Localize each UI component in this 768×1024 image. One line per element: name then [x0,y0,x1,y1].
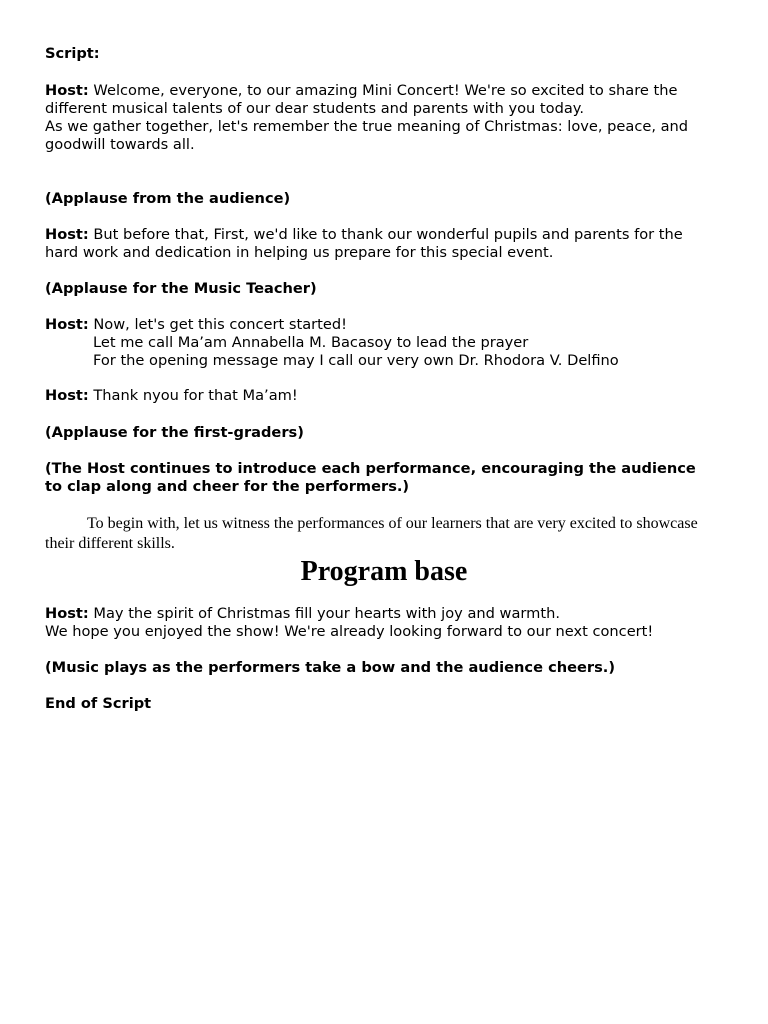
applause-audience: (Applause from the audience) [45,190,291,207]
host-thanks-paragraph [45,226,735,262]
begin-paragraph [45,514,725,554]
closing-line-2: We hope you enjoyed the show! We're already looking forward to our next concert! [45,623,654,640]
host-thank-you-paragraph [45,387,735,405]
intro-line-1: Welcome, everyone, to our amazing Mini Concert! We're so excited to share the [93,82,678,99]
host-label: Host: [45,605,89,622]
thanks-line-2: hard work and dedication in helping us prepare for this special event. [45,244,554,261]
host-intro-paragraph [45,82,735,154]
continues-line-1: (The Host continues to introduce each performance, encouraging the audience [45,460,696,477]
intro-line-2: different musical talents of our dear students and parents with you today. [45,100,584,117]
begin-line-2: their different skills. [45,535,175,552]
closing-line-1: May the spirit of Christmas fill your hearts with joy and warmth. [93,605,560,622]
host-continues-note [45,460,735,496]
applause-music-teacher: (Applause for the Music Teacher) [45,280,317,297]
host-label: Host: [45,82,89,99]
script-label: Script: [45,45,100,62]
intro-line-3: As we gather together, let's remember the true meaning of Christmas: love, peace, and [45,118,689,135]
host-label: Host: [45,316,89,333]
host-start-paragraph [45,316,735,370]
host-label: Host: [45,387,89,404]
start-line-1: Now, let's get this concert started! [93,316,347,333]
host-label: Host: [45,226,89,243]
program-heading: Program base [300,556,468,587]
continues-line-2: to clap along and cheer for the performers.) [45,478,410,495]
music-plays-note: (Music plays as the performers take a bow and the audience cheers.) [45,659,615,676]
end-of-script: End of Script [45,695,152,712]
begin-line-1: To begin with, let us witness the performances of our learners that are very excited to showcase [87,515,698,532]
host-closing-paragraph [45,605,735,641]
start-line-2: Let me call Ma’am Annabella M. Bacasoy to lead the prayer [93,334,529,351]
thanks-line-1: But before that, First, we'd like to thank our wonderful pupils and parents for the [93,226,683,243]
intro-line-4: goodwill towards all. [45,136,195,153]
applause-first-graders: (Applause for the first-graders) [45,424,304,441]
start-line-3: For the opening message may I call our very own Dr. Rhodora V. Delfino [93,352,619,369]
thank-you-text: Thank nyou for that Ma’am! [93,387,298,404]
